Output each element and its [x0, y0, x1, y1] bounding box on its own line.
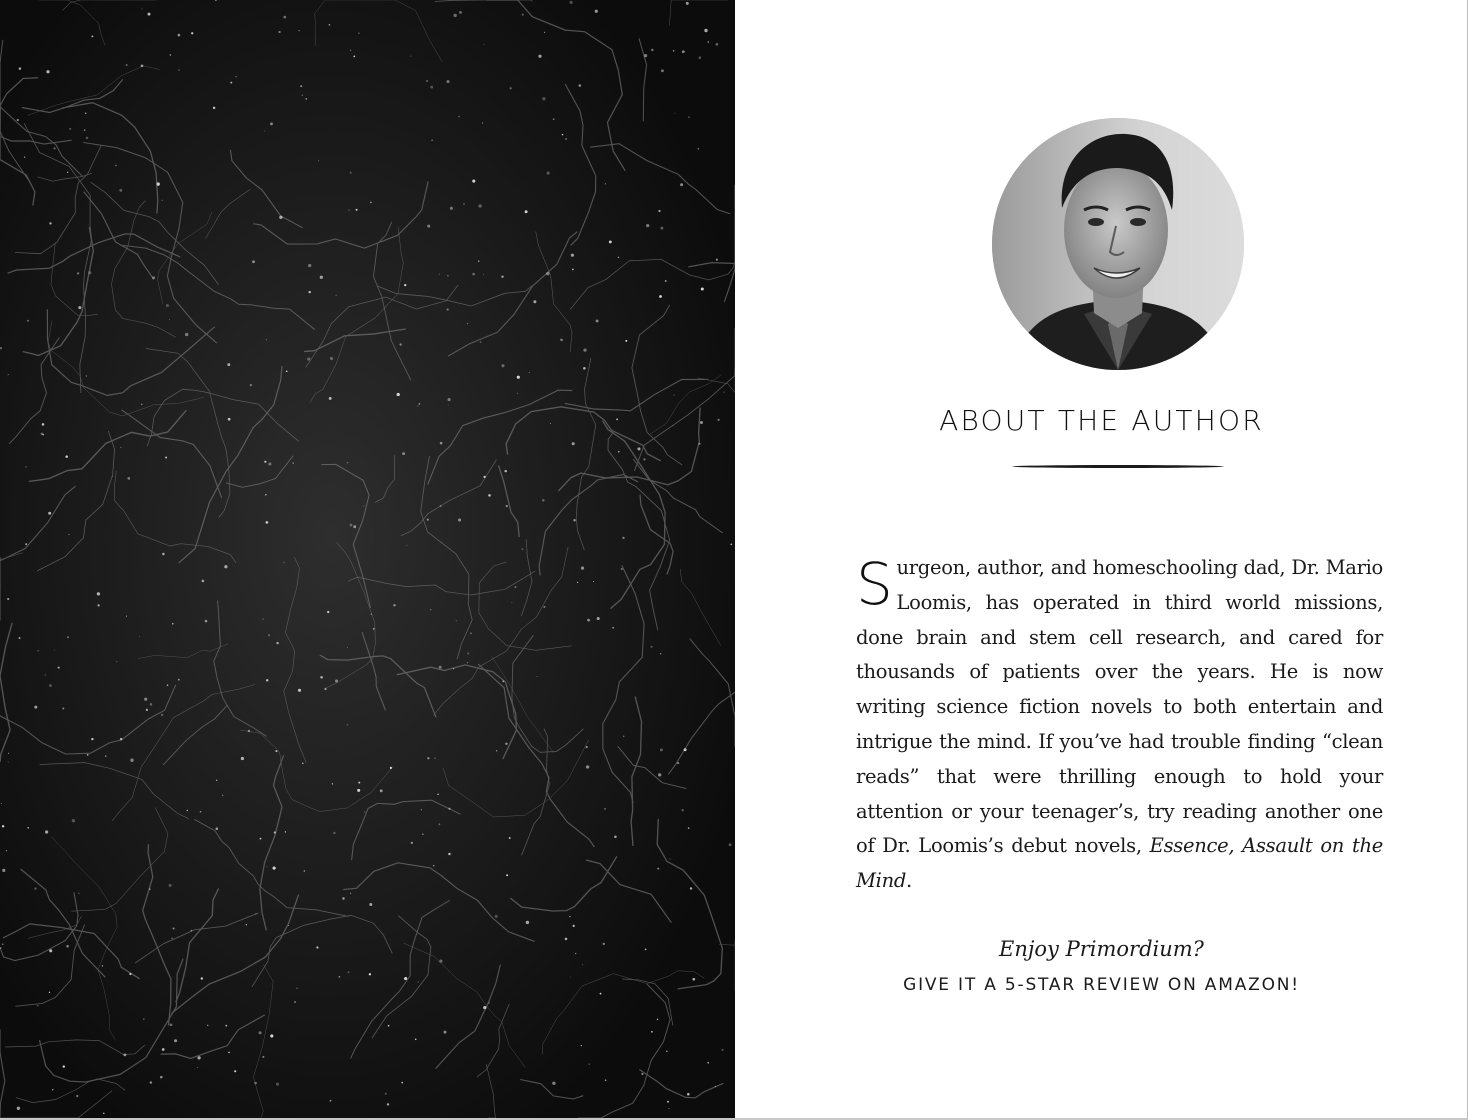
drop-cap: S — [856, 550, 893, 618]
enjoy-question: Enjoy Primordium? — [999, 937, 1204, 961]
book-title: Essence, Assault on the Mind — [856, 834, 1383, 893]
title-divider — [1012, 465, 1224, 468]
cracked-texture-page — [0, 0, 735, 1118]
cracked-texture-image — [0, 0, 735, 1118]
author-bio — [856, 551, 1383, 899]
about-author-page — [735, 0, 1468, 1118]
author-photo — [992, 118, 1244, 370]
bio-text: urgeon, author, and homeschooling dad, Dr. Mario Loomis, has operated in third world missions, done brain and stem cell research, and cared for thousands of patients over the years. He is now writing science fiction novels to both entertain and intrigue the mind. If you’ve had trouble finding “clean reads” that were thrilling enough to hold your attention or your teenager’s, try reading another one of Dr. Loomis’s debut novels, — [856, 556, 1383, 858]
page-title: ABOUT THE AUTHOR — [939, 404, 1264, 437]
review-call-to-action: GIVE IT A 5-STAR REVIEW ON AMAZON! — [903, 975, 1300, 995]
bio-end: . — [906, 869, 912, 893]
